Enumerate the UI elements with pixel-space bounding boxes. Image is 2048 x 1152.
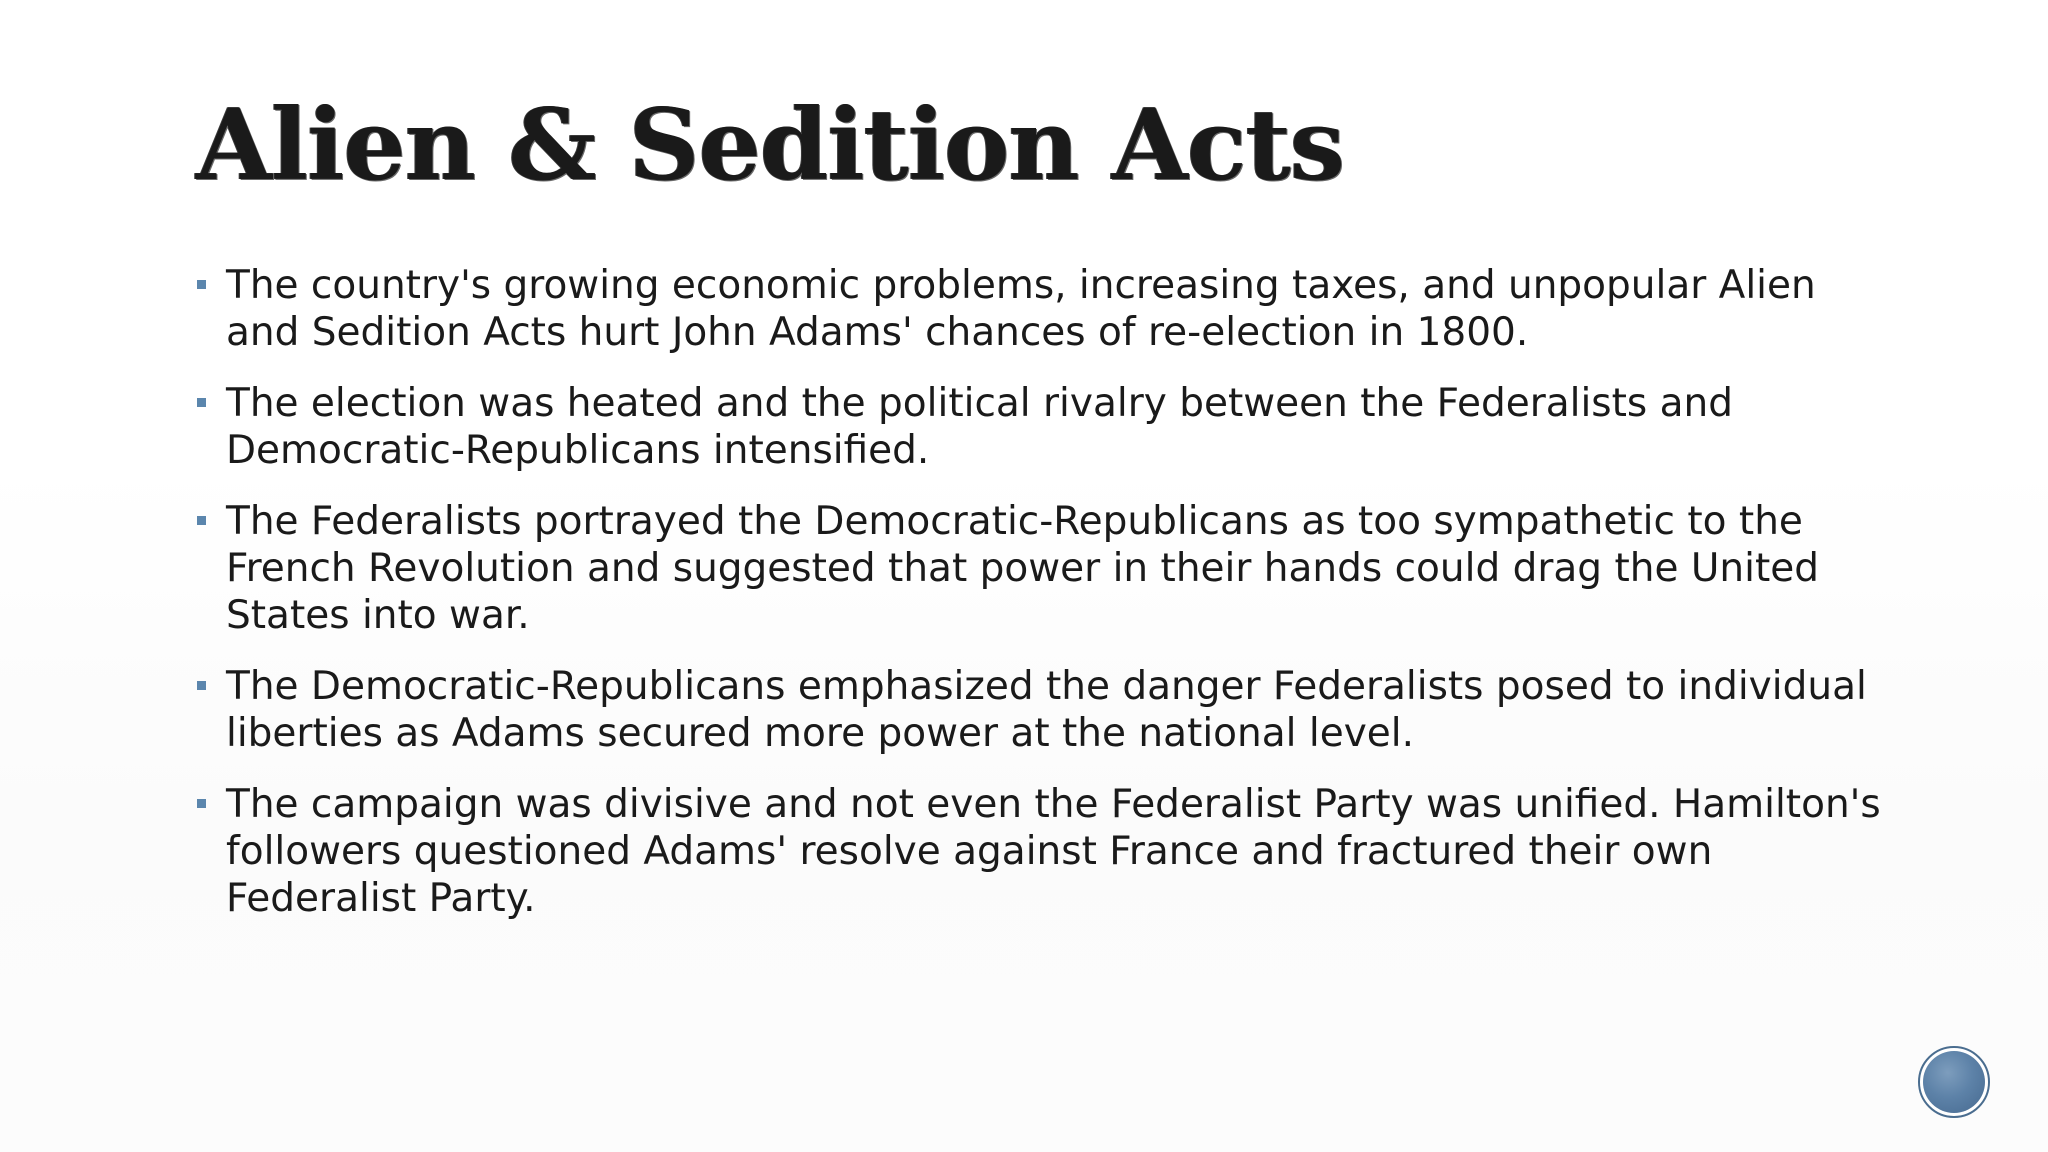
bullet-text: The country's growing economic problems, increasing taxes, and unpopular Alien and Sedition Acts hurt John Adams' chances of re-election in 1800. <box>226 263 1816 355</box>
square-bullet-icon <box>197 516 206 525</box>
list-item <box>196 498 1896 639</box>
square-bullet-icon <box>197 799 206 808</box>
square-bullet-icon <box>197 681 206 690</box>
list-item <box>196 663 1896 757</box>
square-bullet-icon <box>197 280 206 289</box>
bullet-text: The Democratic-Republicans emphasized the danger Federalists posed to individual liberties as Adams secured more power at the national level. <box>226 664 1867 756</box>
bullet-text: The campaign was divisive and not even the Federalist Party was unified. Hamilton's followers questioned Adams' resolve against France and fractured their own Federalist Party. <box>226 782 1881 921</box>
circle-nav-icon <box>1923 1051 1985 1113</box>
bullet-list <box>196 262 1896 946</box>
list-item <box>196 380 1896 474</box>
list-item <box>196 781 1896 922</box>
bullet-text: The Federalists portrayed the Democratic-Republicans as too sympathetic to the French Revolution and suggested that power in their hands could drag the United States into war. <box>226 499 1820 638</box>
square-bullet-icon <box>197 398 206 407</box>
slide-title: Alien & Sedition Acts <box>196 88 1345 203</box>
list-item <box>196 262 1896 356</box>
bullet-text: The election was heated and the political rivalry between the Federalists and Democratic-Republicans intensified. <box>226 381 1734 473</box>
slide-nav-button[interactable] <box>1918 1046 1990 1118</box>
